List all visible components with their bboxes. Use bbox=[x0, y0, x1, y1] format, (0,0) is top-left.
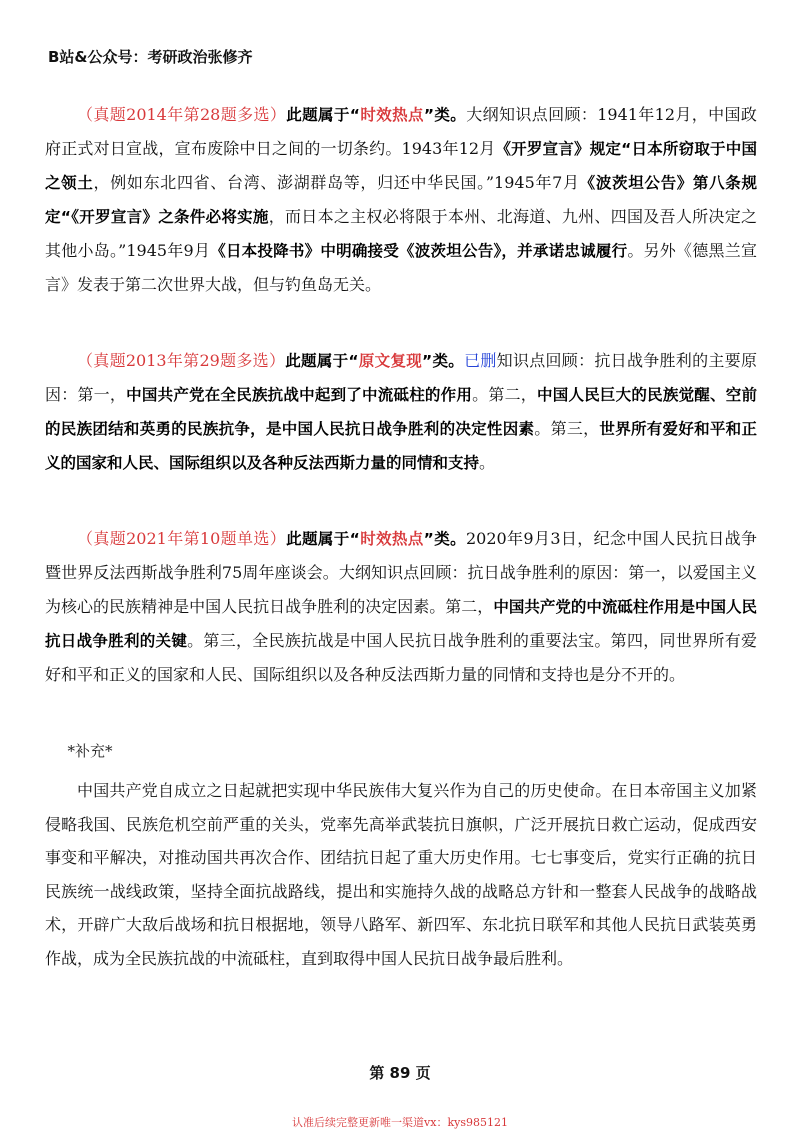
question-paragraph-2014 bbox=[45, 98, 757, 302]
quote-open: “ bbox=[349, 106, 360, 124]
key-point: 中国共产党在全民族抗战中起到了中流砥柱的作用 bbox=[126, 386, 473, 404]
key-point: 世界所有爱好和平和正义的国家和人民、国际组织以及各种反法西斯力量的同情和支持 bbox=[45, 420, 757, 472]
exam-tag: 真题2013年第29题多选 bbox=[93, 351, 269, 370]
category-label: 时效热点 bbox=[359, 530, 424, 548]
quote-open: “ bbox=[349, 530, 360, 548]
body-text: 。 bbox=[479, 453, 496, 472]
key-point: 《波茨坦公告》第八条规定“《开罗宣言》之条件必将实施 bbox=[45, 174, 757, 226]
exam-tag-open: （ bbox=[77, 529, 94, 548]
quote-close: ” bbox=[423, 530, 434, 548]
category-lead: 此题属于 bbox=[285, 352, 349, 370]
exam-tag-open: （ bbox=[77, 105, 94, 124]
page-content bbox=[45, 98, 757, 975]
exam-tag-close: ） bbox=[268, 351, 286, 370]
body-text: 。第三，全民族抗战是中国人民抗日战争胜利的重要法宝。第四，同世界所有爱好和平和正义的国家和人民、国际组织以及各种反法西斯力量的同情和支持也是分不开的。 bbox=[45, 631, 757, 684]
key-point: 中国共产党的中流砥柱作用是中国人民抗日战争胜利的关键 bbox=[45, 598, 757, 650]
page-number: 第 89 页 bbox=[369, 1064, 431, 1082]
supplement-text: 中国共产党自成立之日起就把实现中华民族伟大复兴作为自己的历史使命。在日本帝国主义加紧侵略我国、民族危机空前严重的关头，党率先高举武装抗日旗帜，广泛开展抗日救亡运动，促成西安事变和平解决，对推动国共再次合作、团结抗日起了重大历史作用。七七事变后，党实行正确的抗日民族统一战线政策，坚持全面抗战路线，提出和实施持久战的战略总方针和一整套人民战争的战略战术，开辟广大敌后战场和抗日根据地，领导八路军、新四军、东北抗日联军和其他人民抗日武装英勇作战，成为全民族抗战的中流砥柱，直到取得中国人民抗日战争最后胜利。 bbox=[45, 781, 757, 968]
body-text: 。第三， bbox=[534, 419, 600, 438]
quote-close: ” bbox=[423, 106, 435, 124]
category-lead-end: 类。 bbox=[432, 352, 465, 370]
category-lead: 此题属于 bbox=[286, 530, 350, 548]
body-text: ，而日本之主权必将限于本州、北海道、九州、四国及吾人所决定之其他小岛。”1945年9月 bbox=[45, 207, 757, 260]
exam-tag-close: ） bbox=[269, 105, 287, 124]
exam-tag-close: ） bbox=[269, 529, 287, 548]
category-lead-end: 类。 bbox=[434, 106, 467, 124]
category-lead: 此题属于 bbox=[286, 106, 350, 124]
body-text: 。另外《德黑兰宣言》发表于第二次世界大战，但与钓鱼岛无关。 bbox=[45, 241, 757, 294]
body-text: 大纲知识点回顾：1941年12月，中国政府正式对日宣战，宣布废除中日之间的一切条约。1943年12月 bbox=[45, 105, 757, 158]
page-header: B站&公众号：考研政治张修齐 bbox=[48, 48, 253, 66]
category-lead-end: 类。 bbox=[433, 530, 466, 548]
question-paragraph-2013 bbox=[45, 344, 757, 480]
body-text: 。第二， bbox=[472, 385, 538, 404]
category-label: 时效热点 bbox=[359, 106, 424, 124]
body-text: 2020年9月3日，纪念中国人民抗日战争暨世界反法西斯战争胜利75周年座谈会。大纲知识点回顾：抗日战争胜利的原因：第一，以爱国主义为核心的民族精神是中国人民抗日战争胜利的决定因素。第二， bbox=[45, 529, 757, 616]
exam-tag: 真题2014年第28题多选 bbox=[93, 105, 270, 124]
key-point: 中国人民巨大的民族觉醒、空前的民族团结和英勇的民族抗争，是中国人民抗日战争胜利的决定性因素 bbox=[45, 386, 757, 438]
deleted-mark: 已删 bbox=[464, 351, 497, 370]
category-label: 原文复现 bbox=[358, 352, 423, 370]
body-text: ，例如东北四省、台湾、澎湖群岛等，归还中华民国。”1945年7月 bbox=[93, 173, 580, 192]
key-point: 《开罗宣言》规定“日本所窃取于中国之领土 bbox=[45, 140, 757, 192]
question-paragraph-2021 bbox=[45, 522, 757, 692]
key-point: 《日本投降书》中明确接受《波茨坦公告》，并承诺忠诚履行 bbox=[210, 242, 628, 260]
supplement-title: *补充* bbox=[67, 742, 113, 760]
quote-close: ” bbox=[422, 352, 433, 370]
body-text: 知识点回顾：抗日战争胜利的主要原因：第一， bbox=[45, 351, 757, 404]
exam-tag: 真题2021年第10题单选 bbox=[93, 529, 270, 548]
footer-watermark: 认准后续完整更新唯一渠道vx：kys985121 bbox=[292, 1116, 508, 1129]
quote-open: “ bbox=[348, 352, 359, 370]
exam-tag-open: （ bbox=[77, 351, 94, 370]
